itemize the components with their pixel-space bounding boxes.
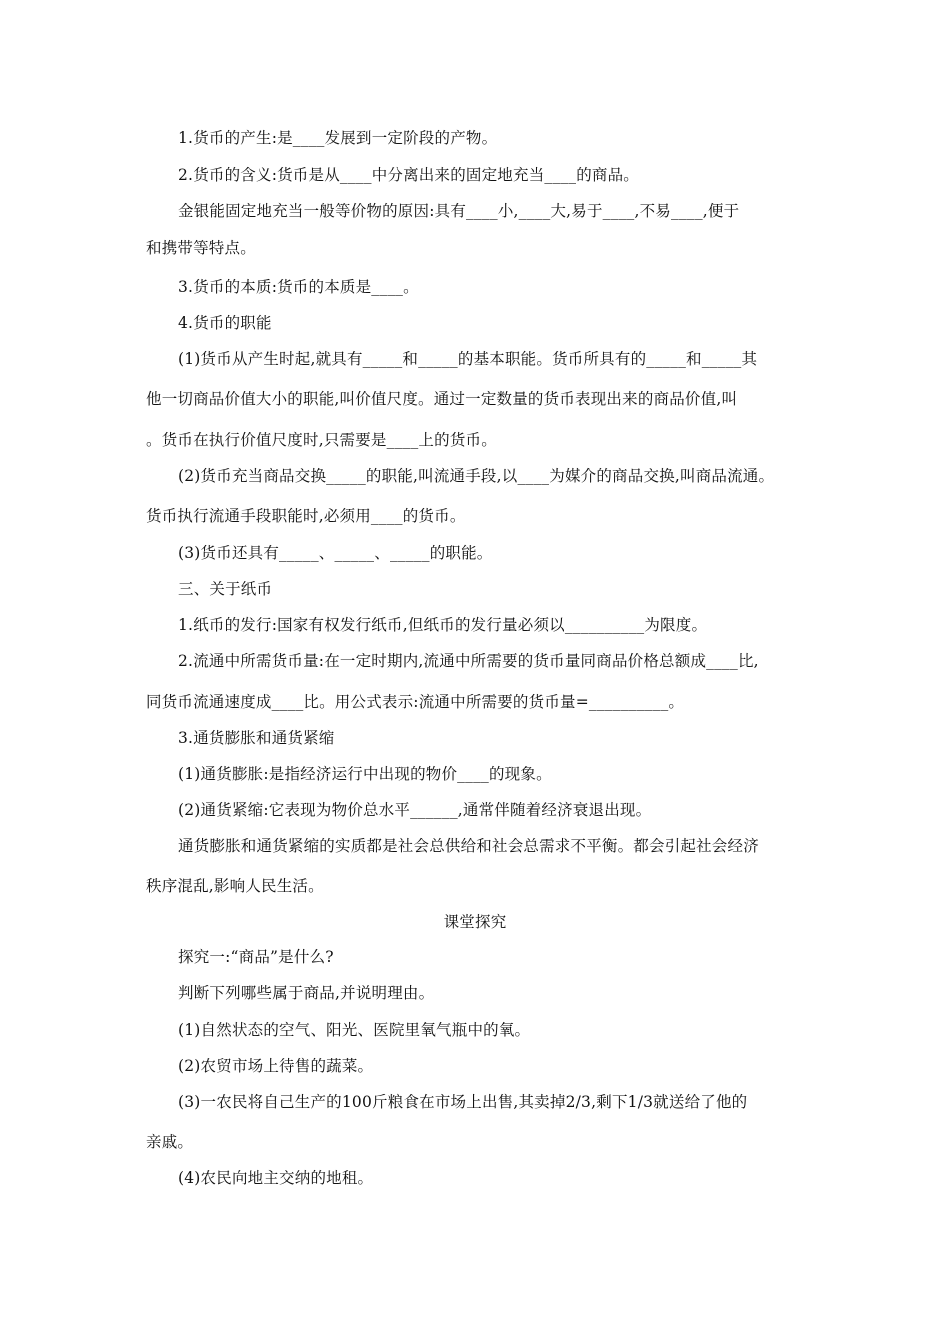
text-line: (1)自然状态的空气、阳光、医院里氧气瓶中的氧。 [178, 1021, 531, 1039]
text-line: (3)货币还具有_____、_____、_____的职能。 [178, 544, 493, 562]
text-line: (2)货币充当商品交换_____的职能,叫流通手段,以____为媒介的商品交换,叫商品流通。 [178, 467, 775, 485]
text-line: 亲戚。 [146, 1133, 194, 1151]
text-line: 探究一:“商品”是什么? [178, 948, 334, 966]
text-line: 3.货币的本质:货币的本质是____。 [178, 278, 419, 296]
section-heading: 三、关于纸币 [178, 580, 273, 598]
text-line: 秩序混乱,影响人民生活。 [146, 877, 324, 895]
text-line: (3)一农民将自己生产的100斤粮食在市场上出售,其卖掉2/3,剩下1/3就送给了他的 [178, 1093, 748, 1111]
text-line: 他一切商品价值大小的职能,叫价值尺度。通过一定数量的货币表现出来的商品价值,叫 [146, 390, 738, 408]
text-line: 货币执行流通手段职能时,必须用____的货币。 [146, 507, 466, 525]
text-line: 2.流通中所需货币量:在一定时期内,流通中所需要的货币量同商品价格总额成____比, [178, 652, 759, 670]
text-line: (2)农贸市场上待售的蔬菜。 [178, 1057, 374, 1075]
text-line: 金银能固定地充当一般等价物的原因:具有____小,____大,易于____,不易____,便于 [178, 202, 740, 220]
text-line: 判断下列哪些属于商品,并说明理由。 [178, 984, 435, 1002]
section-heading: 4.货币的职能 [178, 314, 272, 332]
section-title: 课堂探究 [443, 913, 507, 931]
text-line: (4)农民向地主交纳的地租。 [178, 1169, 374, 1187]
text-line: (1)通货膨胀:是指经济运行中出现的物价____的现象。 [178, 765, 552, 783]
text-line: (2)通货紧缩:它表现为物价总水平______,通常伴随着经济衰退出现。 [178, 801, 652, 819]
text-line: 同货币流通速度成____比。用公式表示:流通中所需要的货币量=__________。 [146, 693, 685, 711]
text-line: 和携带等特点。 [146, 239, 256, 257]
text-line: 。货币在执行价值尺度时,只需要是____上的货币。 [146, 431, 497, 449]
text-line: 1.货币的产生:是____发展到一定阶段的产物。 [178, 129, 498, 147]
section-heading: 3.通货膨胀和通货紧缩 [178, 729, 335, 747]
text-line: 2.货币的含义:货币是从____中分离出来的固定地充当____的商品。 [178, 166, 640, 184]
text-line: 1.纸币的发行:国家有权发行纸币,但纸币的发行量必须以__________为限度。 [178, 616, 708, 634]
text-line: (1)货币从产生时起,就具有_____和_____的基本职能。货币所具有的_____和_____其 [178, 350, 758, 368]
text-line: 通货膨胀和通货紧缩的实质都是社会总供给和社会总需求不平衡。都会引起社会经济 [178, 837, 759, 855]
